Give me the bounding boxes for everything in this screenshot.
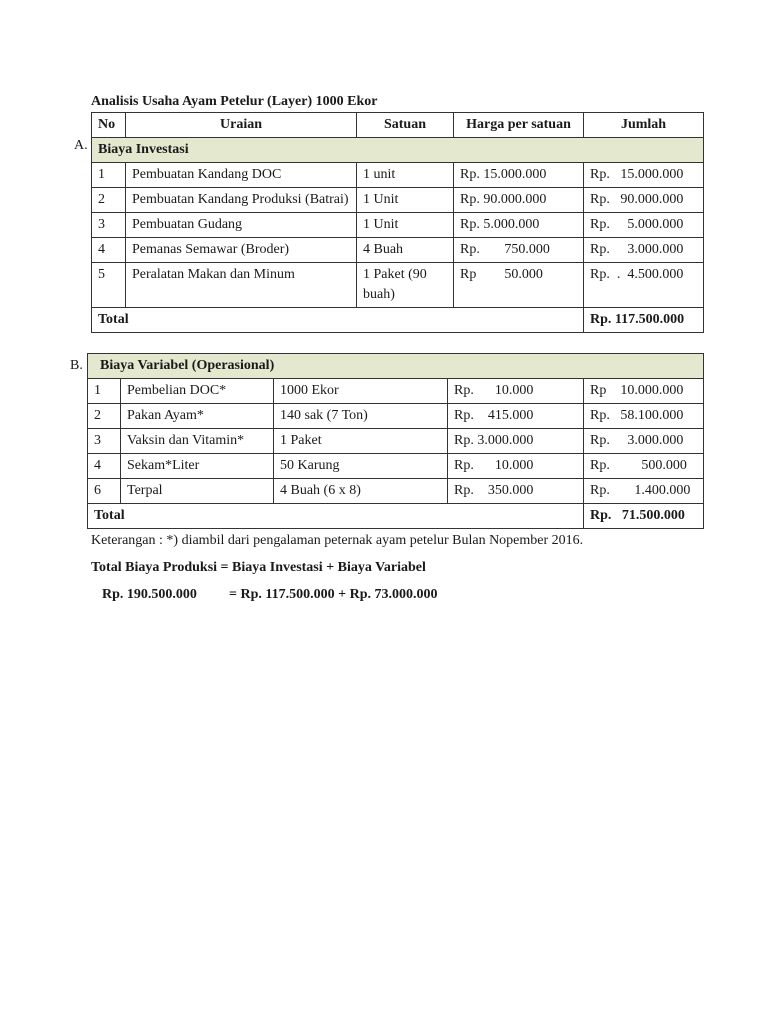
row-harga: Rp. 90.000.000 [454, 188, 584, 213]
section-a-letter: A. [74, 138, 88, 153]
table-row [92, 238, 704, 263]
row-no: 4 [92, 238, 126, 263]
row-satuan: 1 Unit [357, 188, 454, 213]
section-b-letter: B. [70, 358, 83, 373]
row-satuan: 140 sak (7 Ton) [274, 404, 448, 429]
row-uraian: Pakan Ayam* [121, 404, 274, 429]
row-uraian: Peralatan Makan dan Minum [126, 263, 357, 308]
row-jumlah: Rp. 5.000.000 [584, 213, 704, 238]
section-a-label: Biaya Investasi [92, 138, 704, 163]
row-uraian: Vaksin dan Vitamin* [121, 429, 274, 454]
row-harga: Rp. 415.000 [448, 404, 584, 429]
row-jumlah: Rp. . 4.500.000 [584, 263, 704, 308]
table-row [88, 429, 704, 454]
table-row [92, 188, 704, 213]
header-harga: Harga per satuan [454, 113, 584, 138]
row-harga: Rp. 10.000 [448, 454, 584, 479]
total-label: Total [92, 308, 584, 333]
table-row [88, 479, 704, 504]
row-harga: Rp 50.000 [454, 263, 584, 308]
row-jumlah: Rp. 3.000.000 [584, 429, 704, 454]
total-value: Rp. 117.500.000 [584, 308, 704, 333]
header-satuan: Satuan [357, 113, 454, 138]
section-b-label: Biaya Variabel (Operasional) [88, 354, 704, 379]
row-satuan: 1000 Ekor [274, 379, 448, 404]
table-header-row [92, 113, 704, 138]
total-row [92, 308, 704, 333]
row-jumlah: Rp. 90.000.000 [584, 188, 704, 213]
document-title: Analisis Usaha Ayam Petelur (Layer) 1000 Ekor [91, 94, 378, 109]
formula-text: Total Biaya Produksi = Biaya Investasi + Biaya Variabel [91, 560, 426, 575]
row-jumlah: Rp. 1.400.000 [584, 479, 704, 504]
row-no: 1 [92, 163, 126, 188]
row-satuan: 1 Paket [274, 429, 448, 454]
row-uraian: Pembuatan Gudang [126, 213, 357, 238]
row-no: 4 [88, 454, 121, 479]
row-no: 2 [92, 188, 126, 213]
row-satuan: 1 unit [357, 163, 454, 188]
row-jumlah: Rp. 500.000 [584, 454, 704, 479]
total-label: Total [88, 504, 584, 529]
row-uraian: Pembelian DOC* [121, 379, 274, 404]
row-harga: Rp. 5.000.000 [454, 213, 584, 238]
row-satuan: 4 Buah (6 x 8) [274, 479, 448, 504]
row-satuan: 1 Paket (90 buah) [357, 263, 454, 308]
row-harga: Rp. 15.000.000 [454, 163, 584, 188]
row-jumlah: Rp. 58.100.000 [584, 404, 704, 429]
row-uraian: Pembuatan Kandang DOC [126, 163, 357, 188]
row-harga: Rp. 350.000 [448, 479, 584, 504]
table-row [88, 454, 704, 479]
header-uraian: Uraian [126, 113, 357, 138]
row-jumlah: Rp. 15.000.000 [584, 163, 704, 188]
total-value: Rp. 71.500.000 [584, 504, 704, 529]
row-no: 2 [88, 404, 121, 429]
table-row [92, 163, 704, 188]
section-a-row [92, 138, 704, 163]
row-uraian: Pemanas Semawar (Broder) [126, 238, 357, 263]
investment-table [91, 112, 704, 333]
row-uraian: Sekam*Liter [121, 454, 274, 479]
row-no: 3 [88, 429, 121, 454]
footnote: Keterangan : *) diambil dari pengalaman peternak ayam petelur Bulan Nopember 2016. [91, 533, 584, 548]
table-row [92, 263, 704, 308]
row-harga: Rp. 3.000.000 [448, 429, 584, 454]
row-no: 3 [92, 213, 126, 238]
table-row [92, 213, 704, 238]
row-uraian: Terpal [121, 479, 274, 504]
header-jumlah: Jumlah [584, 113, 704, 138]
row-no: 6 [88, 479, 121, 504]
row-harga: Rp. 10.000 [448, 379, 584, 404]
row-jumlah: Rp 10.000.000 [584, 379, 704, 404]
calc-breakdown: = Rp. 117.500.000 + Rp. 73.000.000 [229, 587, 438, 602]
row-satuan: 1 Unit [357, 213, 454, 238]
row-no: 5 [92, 263, 126, 308]
calc-total: Rp. 190.500.000 [102, 587, 197, 602]
table-row [88, 404, 704, 429]
row-satuan: 50 Karung [274, 454, 448, 479]
row-uraian: Pembuatan Kandang Produksi (Batrai) [126, 188, 357, 213]
row-harga: Rp. 750.000 [454, 238, 584, 263]
total-row [88, 504, 704, 529]
row-jumlah: Rp. 3.000.000 [584, 238, 704, 263]
table-row [88, 379, 704, 404]
row-no: 1 [88, 379, 121, 404]
section-b-row [88, 354, 704, 379]
header-no: No [92, 113, 126, 138]
variable-cost-table [87, 353, 704, 529]
row-satuan: 4 Buah [357, 238, 454, 263]
